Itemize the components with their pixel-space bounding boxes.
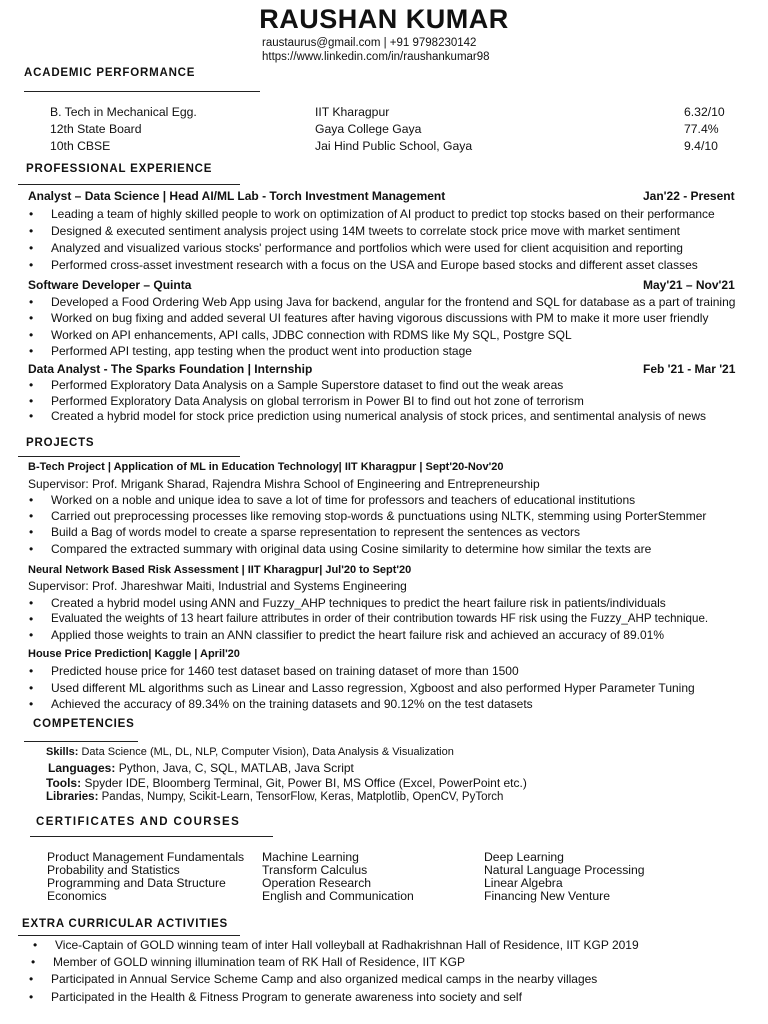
project-bullet: • Carried out preprocessing processes like removing stop-words & punctuations using NLTK, stemming using PorterStemmer bbox=[51, 509, 706, 523]
course-item: Programming and Data Structure bbox=[47, 876, 226, 890]
course-item: Product Management Fundamentals bbox=[47, 850, 245, 864]
job-heading: Software Developer – Quinta bbox=[28, 278, 192, 292]
languages-line bbox=[48, 761, 354, 775]
project-bullet: • Achieved the accuracy of 89.34% on the training datasets and 90.12% on the test datasets bbox=[51, 697, 533, 711]
course-item: Deep Learning bbox=[484, 850, 564, 864]
academic-score: 77.4% bbox=[684, 122, 719, 136]
course-item: Economics bbox=[47, 889, 107, 903]
job-bullet: • Leading a team of highly skilled people to work on optimization of AI product to predict top stocks based on their performance bbox=[51, 207, 715, 221]
section-title-academic: ACADEMIC PERFORMANCE bbox=[24, 67, 196, 79]
section-title-certificates: CERTIFICATES AND COURSES bbox=[36, 816, 241, 828]
job-bullet: • Designed & executed sentiment analysis project using 14M tweets to correlate stock price move with market sentiment bbox=[51, 224, 680, 238]
project-bullet: • Applied those weights to train an ANN classifier to predict the heart failure risk and achieved an accuracy of 89.01% bbox=[51, 628, 664, 642]
project-bullet: • Predicted house price for 1460 test dataset based on training dataset of more than 1500 bbox=[51, 664, 519, 678]
contact-email-phone: raustaurus@gmail.com | +91 9798230142 bbox=[262, 37, 477, 49]
section-title-experience: PROFESSIONAL EXPERIENCE bbox=[26, 163, 213, 175]
course-item: Linear Algebra bbox=[484, 876, 563, 890]
languages-value: Python, Java, C, SQL, MATLAB, Java Script bbox=[118, 761, 354, 775]
languages-label: Languages: bbox=[48, 761, 116, 775]
contact-block bbox=[262, 36, 490, 64]
academic-score: 9.4/10 bbox=[684, 139, 718, 153]
course-item: Operation Research bbox=[262, 876, 372, 890]
course-item: Probability and Statistics bbox=[47, 863, 180, 877]
tools-line bbox=[46, 776, 527, 790]
section-title-projects: PROJECTS bbox=[26, 437, 95, 449]
job-bullet: • Worked on bug fixing and added several UI features after having vigorous discussions with PM to make it more user friendly bbox=[51, 311, 708, 325]
section-title-extracurricular: EXTRA CURRICULAR ACTIVITIES bbox=[22, 918, 229, 930]
libraries-line bbox=[46, 791, 503, 803]
job-bullet: • Performed Exploratory Data Analysis on a Sample Superstore dataset to find out the weak areas bbox=[51, 378, 563, 392]
job-heading: Analyst – Data Science | Head AI/ML Lab - Torch Investment Management bbox=[28, 189, 446, 203]
section-divider bbox=[18, 456, 240, 457]
job-bullet: • Performed Exploratory Data Analysis on global terrorism in Power BI to find out hot zone of terrorism bbox=[51, 394, 584, 408]
job-bullet: • Performed API testing, app testing when the product went into production stage bbox=[51, 344, 472, 358]
project-heading: House Price Prediction| Kaggle | April'20 bbox=[28, 648, 240, 660]
contact-linkedin: https://www.linkedin.com/in/raushankumar98 bbox=[262, 51, 490, 63]
job-dates: Jan'22 - Present bbox=[643, 189, 735, 203]
academic-degree: 10th CBSE bbox=[50, 139, 111, 153]
course-item: Financing New Venture bbox=[484, 889, 611, 903]
job-bullet: • Developed a Food Ordering Web App using Java for backend, angular for the frontend and SQL for database as a part of training bbox=[51, 295, 735, 309]
job-dates: May'21 – Nov'21 bbox=[643, 278, 735, 292]
project-bullet: • Evaluated the weights of 13 heart failure attributes in order of their contribution towards HF risk using the Fuzzy_AHP technique. bbox=[51, 612, 708, 625]
job-bullet: • Performed cross-asset investment research with a focus on the USA and Europe based stocks and different asset classes bbox=[51, 258, 698, 272]
job-bullet: • Created a hybrid model for stock price prediction using numerical analysis of stock prices, and sentimental analysis of news bbox=[51, 409, 706, 423]
academic-institute: Gaya College Gaya bbox=[315, 122, 422, 136]
job-dates: Feb '21 - Mar '21 bbox=[643, 362, 736, 376]
academic-institute: Jai Hind Public School, Gaya bbox=[315, 139, 473, 153]
activity-bullet: • Participated in the Health & Fitness Program to generate awareness into society and self bbox=[51, 990, 522, 1004]
academic-institute: IIT Kharagpur bbox=[315, 105, 390, 119]
project-bullet: • Created a hybrid model using ANN and Fuzzy_AHP techniques to predict the heart failure risk in patients/individuals bbox=[51, 596, 666, 610]
libraries-label: Libraries: bbox=[46, 791, 99, 803]
project-supervisor: Supervisor: Prof. Mrigank Sharad, Rajendra Mishra School of Engineering and Entrepreneurship bbox=[28, 477, 540, 491]
skills-value: Data Science (ML, DL, NLP, Computer Vision), Data Analysis & Visualization bbox=[81, 746, 454, 758]
course-item: Machine Learning bbox=[262, 850, 359, 864]
academic-degree: 12th State Board bbox=[50, 122, 142, 136]
project-bullet: • Used different ML algorithms such as Linear and Lasso regression, Xgboost and also performed Hyper Parameter Tuning bbox=[51, 681, 695, 695]
project-heading: B-Tech Project | Application of ML in Education Technology| IIT Kharagpur | Sept'20-Nov'20 bbox=[28, 461, 504, 473]
section-divider bbox=[24, 91, 260, 92]
project-supervisor: Supervisor: Prof. Jhareshwar Maiti, Industrial and Systems Engineering bbox=[28, 579, 407, 593]
job-bullet: • Worked on API enhancements, API calls, JDBC connection with RDMS like My SQL, Postgre SQL bbox=[51, 328, 572, 342]
skills-label: Skills: bbox=[46, 746, 79, 758]
job-bullet: • Analyzed and visualized various stocks' performance and portfolios which were used for client acquisition and reporting bbox=[51, 241, 683, 255]
project-bullet: • Compared the extracted summary with original data using Cosine similarity to determine how similar the texts are bbox=[51, 542, 651, 556]
project-heading: Neural Network Based Risk Assessment | IIT Kharagpur| Jul'20 to Sept'20 bbox=[28, 564, 412, 576]
academic-degree: B. Tech in Mechanical Egg. bbox=[50, 105, 197, 119]
activity-bullet: • Member of GOLD winning illumination team of RK Hall of Residence, IIT KGP bbox=[53, 955, 465, 969]
project-bullet: • Build a Bag of words model to create a sparse representation to represent the sentences as vectors bbox=[51, 525, 580, 539]
tools-label: Tools: bbox=[46, 776, 82, 790]
activity-bullet: • Participated in Annual Service Scheme Camp and also organized medical camps in the nearby villages bbox=[51, 972, 597, 986]
candidate-name: RAUSHAN KUMAR bbox=[259, 4, 509, 34]
course-item: English and Communication bbox=[262, 889, 414, 903]
academic-score: 6.32/10 bbox=[684, 105, 725, 119]
section-divider bbox=[30, 836, 273, 837]
tools-value: Spyder IDE, Bloomberg Terminal, Git, Power BI, MS Office (Excel, PowerPoint etc.) bbox=[84, 776, 527, 790]
skills-line bbox=[46, 746, 454, 758]
section-divider bbox=[18, 184, 240, 185]
section-title-competencies: COMPETENCIES bbox=[33, 718, 135, 730]
job-heading: Data Analyst - The Sparks Foundation | Internship bbox=[28, 362, 313, 376]
activity-bullet: • Vice-Captain of GOLD winning team of inter Hall volleyball at Radhakrishnan Hall of Residence, IIT KGP 2019 bbox=[55, 938, 639, 952]
course-item: Transform Calculus bbox=[262, 863, 368, 877]
project-bullet: • Worked on a noble and unique idea to save a lot of time for professors and teachers of educational institutions bbox=[51, 493, 635, 507]
libraries-value: Pandas, Numpy, Scikit-Learn, TensorFlow, Keras, Matplotlib, OpenCV, PyTorch bbox=[101, 791, 504, 803]
section-divider bbox=[24, 741, 138, 742]
section-divider bbox=[18, 935, 240, 936]
course-item: Natural Language Processing bbox=[484, 863, 645, 877]
